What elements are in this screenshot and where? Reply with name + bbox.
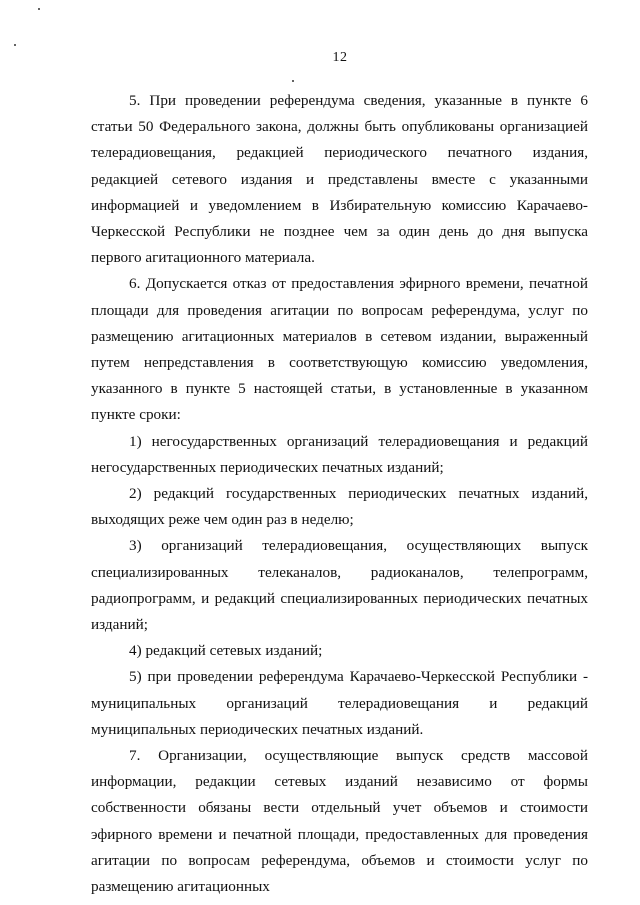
- page-number: 12: [332, 50, 348, 65]
- scan-speck: [292, 80, 294, 82]
- list-item-5: 5) при проведении референдума Карачаево-Черкесской Республики - муниципальных организаций телерадиовещания и редакций муниципальных периодических печатных изданий.: [91, 668, 588, 738]
- list-item-4: 4) редакций сетевых изданий;: [129, 642, 323, 660]
- list-item-3: 3) организаций телерадиовещания, осуществляющих выпуск специализированных телеканалов, радиоканалов, телепрограмм, радиопрограмм, и редакций специализированных периодических печатных изданий;: [91, 537, 588, 634]
- list-item-2: 2) редакций государственных периодических печатных изданий, выходящих реже чем один раз в неделю;: [91, 485, 588, 529]
- paragraph-6: 6. Допускается отказ от предоставления эфирного времени, печатной площади для проведения агитации по вопросам референдума, услуг по размещению агитационных материалов в сетевом издании, выраженный путем непредставления в соответствующую комиссию уведомления, указанного в пункте 5 настоящей статьи, в установленные в указанном пункте сроки:: [91, 275, 588, 424]
- scan-speck: [14, 44, 16, 46]
- list-item-1: 1) негосударственных организаций телерадиовещания и редакций негосударственных периодических печатных изданий;: [91, 432, 588, 476]
- paragraph-7: 7. Организации, осуществляющие выпуск средств массовой информации, редакции сетевых изданий независимо от формы собственности обязаны вести отдельный учет объемов и стоимости эфирного времени и печатной площади, предоставленных для проведения агитации по вопросам референдума, объемов и стоимости услуг по размещению агитационных: [91, 747, 588, 896]
- scan-speck: [38, 8, 40, 10]
- paragraph-5: 5. При проведении референдума сведения, указанные в пункте 6 статьи 50 Федерального закона, должны быть опубликованы организацией телерадиовещания, редакцией периодического печатного издания, редакцией сетевого издания и представлены вместе с указанными информацией и уведомлением в Избирательную комиссию Карачаево-Черкесской Республики не позднее чем за один день до дня выпуска первого агитационного материала.: [91, 92, 588, 267]
- document-body: [91, 88, 588, 900]
